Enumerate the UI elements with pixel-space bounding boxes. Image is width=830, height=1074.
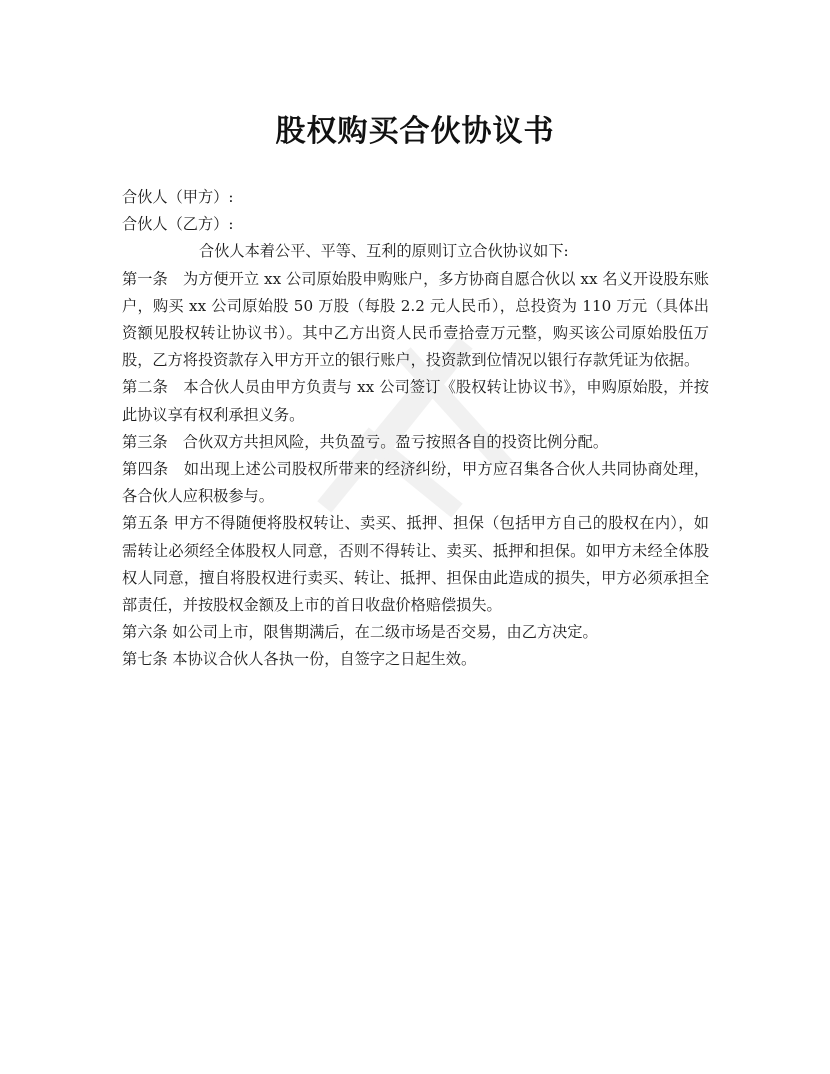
preamble: 合伙人本着公平、平等、互利的原则订立合伙协议如下: bbox=[199, 242, 569, 261]
article-2: 第二条 本合伙人员由甲方负责与 xx 公司签订《股权转让协议书》，申购原始股，并按此协议享有权利承担义务。 bbox=[122, 378, 709, 424]
article-4: 第四条 如出现上述公司股权所带来的经济纠纷，甲方应召集各合伙人共同协商处理，各合伙人应积极参与。 bbox=[122, 460, 709, 506]
article-3: 第三条 合伙双方共担风险，共负盈亏。盈亏按照各自的投资比例分配。 bbox=[122, 432, 608, 451]
party-a-line: 合伙人（甲方）: bbox=[122, 188, 234, 206]
article-1: 第一条 为方便开立 xx 公司原始股申购账户，多方协商自愿合伙以 xx 名义开设股东账户，购买 xx 公司原始股 50 万股（每股 2.2 元人民币），总投资为 110 万元（具体出资额见股权转让协议书）。其中乙方出资人民币壹拾壹万元整，购买该公司原始股伍万股，乙方将投资款存入甲方开立的银行账户，投资款到位情况以银行存款凭证为依据。 bbox=[122, 269, 709, 370]
document-title: 股权购买合伙协议书 bbox=[275, 114, 555, 149]
article-7: 第七条 本协议合伙人各执一份，自签字之日起生效。 bbox=[122, 650, 477, 669]
article-6: 第六条 如公司上市，限售期满后，在二级市场是否交易，由乙方决定。 bbox=[122, 623, 598, 642]
document-body bbox=[122, 184, 709, 674]
party-b-line: 合伙人（乙方）: bbox=[122, 215, 234, 234]
article-5: 第五条 甲方不得随便将股权转让、卖买、抵押、担保（包括甲方自己的股权在内），如需转让必须经全体股权人同意，否则不得转让、卖买、抵押和担保。如甲方未经全体股权人同意，擅自将股权进行卖买、转让、抵押、担保由此造成的损失，甲方必须承担全部责任，并按股权金额及上市的首日收盘价格赔偿损失。 bbox=[122, 514, 709, 615]
